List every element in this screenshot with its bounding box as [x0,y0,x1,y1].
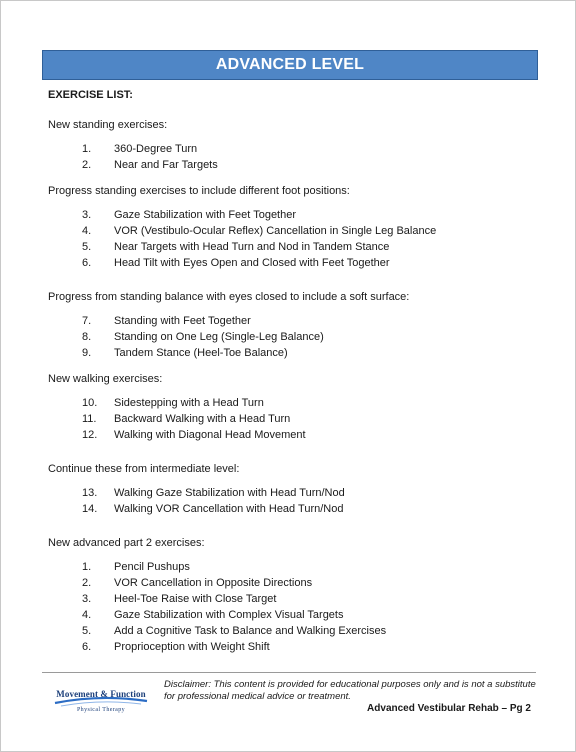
list-item [48,395,548,411]
logo-name: Movement & Function [56,689,146,699]
logo-subtitle: Physical Therapy [76,707,126,713]
item-text: Backward Walking with a Head Turn [114,413,291,425]
item-text: Head Tilt with Eyes Open and Closed with Feet Together [114,257,390,269]
list-item [48,329,548,345]
list-item [48,591,548,607]
item-number: 7. [82,315,92,327]
section-advanced-part-2 [48,535,548,655]
company-logo [51,683,151,719]
item-number: 6. [82,257,92,269]
list-item [48,157,548,173]
item-number: 2. [82,577,92,589]
section-intermediate-continue [48,461,548,517]
item-number: 1. [82,143,92,155]
item-number: 10. [82,397,98,409]
item-text: Walking VOR Cancellation with Head Turn/Nod [114,503,344,515]
section-heading: New standing exercises: [48,119,168,131]
list-item [48,223,548,239]
item-text: VOR Cancellation in Opposite Directions [114,577,313,589]
item-text: Heel-Toe Raise with Close Target [114,593,277,605]
exercise-list [48,395,548,443]
section-heading: Progress standing exercises to include different foot positions: [48,185,350,197]
item-text: Gaze Stabilization with Complex Visual Targets [114,609,344,621]
item-text: 360-Degree Turn [114,143,198,155]
list-item [48,607,548,623]
section-heading: Continue these from intermediate level: [48,463,240,475]
list-item [48,575,548,591]
section-heading: New walking exercises: [48,373,163,385]
page-title: ADVANCED LEVEL [215,56,365,73]
item-text: Proprioception with Weight Shift [114,641,270,653]
list-item [48,239,548,255]
list-item [48,501,548,517]
item-text: Gaze Stabilization with Feet Together [114,209,297,221]
list-item [48,639,548,655]
section-foot-positions [48,183,548,271]
exercise-list [48,141,548,173]
item-number: 11. [82,413,97,425]
section-heading: New advanced part 2 exercises: [48,537,205,549]
section-new-standing [48,117,548,173]
item-number: 14. [82,503,98,515]
item-text: Tandem Stance (Heel-Toe Balance) [114,347,288,359]
list-item [48,345,548,361]
item-text: Near and Far Targets [114,159,218,171]
list-item [48,255,548,271]
item-number: 2. [82,159,92,171]
exercise-content [48,87,548,655]
item-number: 3. [82,209,92,221]
item-text: Sidestepping with a Head Turn [114,397,264,409]
item-text: Add a Cognitive Task to Balance and Walking Exercises [114,625,387,637]
disclaimer-text: Disclaimer: This content is provided for educational purposes only and is not a substitute for professional medical advice or treatment. [164,679,536,702]
page-title-banner [42,50,538,80]
item-number: 3. [82,593,92,605]
list-item [48,559,548,575]
exercise-list [48,313,548,361]
list-item [48,313,548,329]
item-number: 5. [82,625,92,637]
list-item [48,141,548,157]
item-text: Standing on One Leg (Single-Leg Balance) [114,331,324,343]
item-number: 13. [82,487,98,499]
list-item [48,207,548,223]
item-number: 4. [82,225,92,237]
footer-divider [42,672,536,673]
exercise-list [48,559,548,655]
item-number: 1. [82,561,92,573]
section-heading: Progress from standing balance with eyes closed to include a soft surface: [48,291,410,303]
section-soft-surface [48,289,548,361]
list-item [48,485,548,501]
item-number: 5. [82,241,92,253]
item-text: Pencil Pushups [114,561,190,573]
exercise-list [48,207,548,271]
item-text: Walking with Diagonal Head Movement [114,429,306,441]
item-text: VOR (Vestibulo-Ocular Reflex) Cancellation in Single Leg Balance [114,225,437,237]
item-text: Walking Gaze Stabilization with Head Turn/Nod [114,487,345,499]
item-number: 4. [82,609,92,621]
item-number: 8. [82,331,92,343]
exercise-list-title: EXERCISE LIST: [48,89,133,101]
list-item [48,427,548,443]
page-footer-label: Advanced Vestibular Rehab – Pg 2 [367,703,531,714]
item-number: 6. [82,641,92,653]
item-number: 9. [82,347,92,359]
list-item [48,623,548,639]
list-item [48,411,548,427]
exercise-list [48,485,548,517]
item-number: 12. [82,429,98,441]
item-text: Near Targets with Head Turn and Nod in Tandem Stance [114,241,390,253]
item-text: Standing with Feet Together [114,315,251,327]
section-new-walking [48,371,548,443]
